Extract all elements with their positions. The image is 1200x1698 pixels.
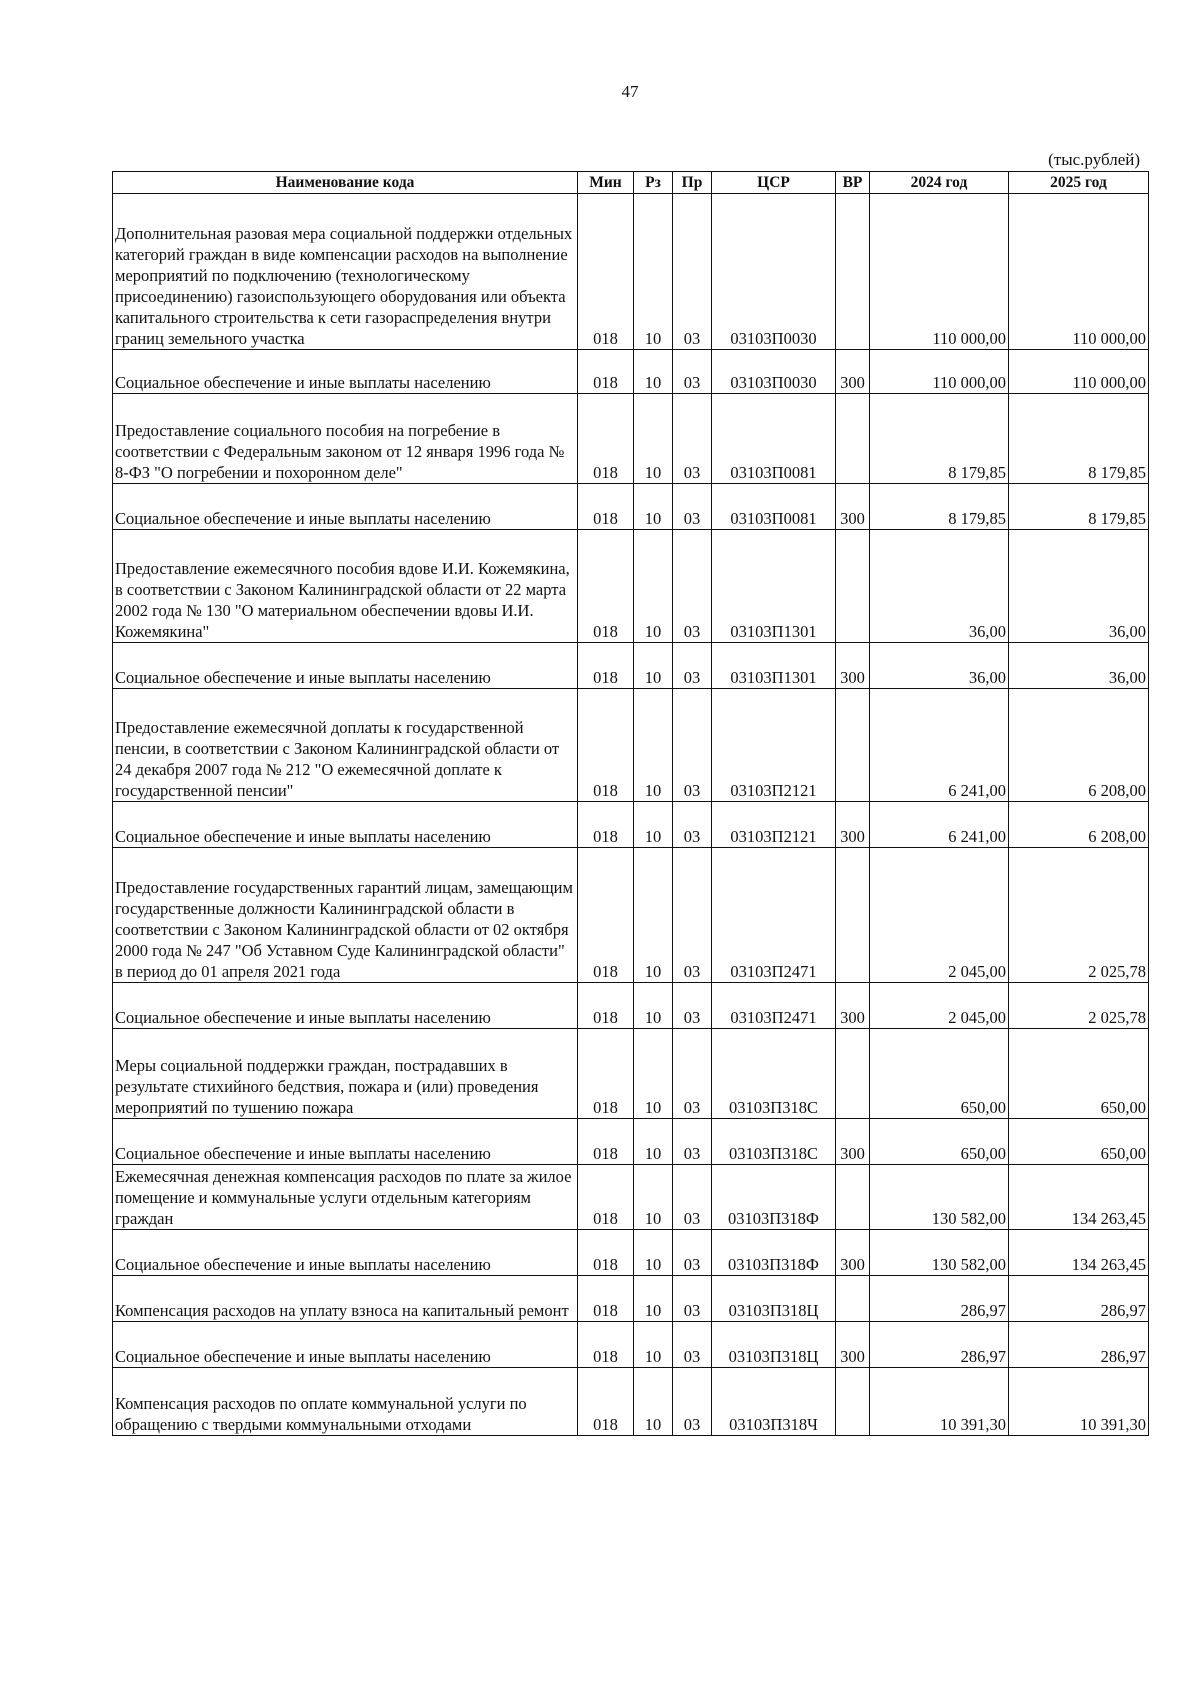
cell-rz: 10 bbox=[634, 1368, 673, 1436]
cell-min: 018 bbox=[578, 689, 634, 802]
cell-name: Предоставление ежемесячного пособия вдове И.И. Кожемякина, в соответствии с Законом Калининградской области от 22 марта 2002 года № 130 "О материальном обеспечении вдовы И.И. Кожемякина" bbox=[113, 530, 578, 643]
cell-2024: 286,97 bbox=[870, 1276, 1009, 1322]
cell-pr: 03 bbox=[673, 1165, 712, 1230]
cell-csr: 03103П318С bbox=[712, 1029, 836, 1119]
cell-pr: 03 bbox=[673, 530, 712, 643]
cell-rz: 10 bbox=[634, 194, 673, 350]
cell-pr: 03 bbox=[673, 802, 712, 848]
header-min: Мин bbox=[578, 172, 634, 194]
cell-min: 018 bbox=[578, 1276, 634, 1322]
cell-vr: 300 bbox=[836, 983, 870, 1029]
cell-2025: 10 391,30 bbox=[1009, 1368, 1149, 1436]
cell-2024: 110 000,00 bbox=[870, 350, 1009, 394]
cell-rz: 10 bbox=[634, 530, 673, 643]
table-row bbox=[113, 802, 1149, 848]
cell-2024: 2 045,00 bbox=[870, 848, 1009, 983]
cell-2025: 134 263,45 bbox=[1009, 1230, 1149, 1276]
cell-vr bbox=[836, 1165, 870, 1230]
cell-name: Предоставление социального пособия на погребение в соответствии с Федеральным законом от 12 января 1996 года № 8-ФЗ "О погребении и похоронном деле" bbox=[113, 394, 578, 484]
cell-min: 018 bbox=[578, 1368, 634, 1436]
cell-csr: 03103П318Ц bbox=[712, 1322, 836, 1368]
cell-2025: 2 025,78 bbox=[1009, 983, 1149, 1029]
cell-csr: 03103П2471 bbox=[712, 983, 836, 1029]
table-row bbox=[113, 1230, 1149, 1276]
cell-min: 018 bbox=[578, 1322, 634, 1368]
header-pr: Пр bbox=[673, 172, 712, 194]
cell-2024: 650,00 bbox=[870, 1029, 1009, 1119]
cell-rz: 10 bbox=[634, 1230, 673, 1276]
table-row bbox=[113, 350, 1149, 394]
table-row bbox=[113, 848, 1149, 983]
cell-pr: 03 bbox=[673, 1119, 712, 1165]
cell-2024: 130 582,00 bbox=[870, 1165, 1009, 1230]
cell-rz: 10 bbox=[634, 394, 673, 484]
cell-name: Социальное обеспечение и иные выплаты населению bbox=[113, 1230, 578, 1276]
cell-name: Социальное обеспечение и иные выплаты населению bbox=[113, 802, 578, 848]
cell-2024: 8 179,85 bbox=[870, 394, 1009, 484]
cell-rz: 10 bbox=[634, 1276, 673, 1322]
header-row bbox=[113, 172, 1149, 194]
cell-min: 018 bbox=[578, 802, 634, 848]
cell-csr: 03103П318Ц bbox=[712, 1276, 836, 1322]
cell-pr: 03 bbox=[673, 643, 712, 689]
cell-name: Социальное обеспечение и иные выплаты населению bbox=[113, 1119, 578, 1165]
cell-pr: 03 bbox=[673, 848, 712, 983]
cell-2024: 650,00 bbox=[870, 1119, 1009, 1165]
cell-csr: 03103П318Ч bbox=[712, 1368, 836, 1436]
cell-csr: 03103П2121 bbox=[712, 802, 836, 848]
cell-min: 018 bbox=[578, 350, 634, 394]
cell-vr: 300 bbox=[836, 1230, 870, 1276]
cell-csr: 03103П0081 bbox=[712, 484, 836, 530]
table-row bbox=[113, 530, 1149, 643]
cell-name: Социальное обеспечение и иные выплаты населению bbox=[113, 643, 578, 689]
table-row bbox=[113, 1276, 1149, 1322]
cell-rz: 10 bbox=[634, 1029, 673, 1119]
header-name: Наименование кода bbox=[113, 172, 578, 194]
cell-min: 018 bbox=[578, 1165, 634, 1230]
cell-rz: 10 bbox=[634, 1322, 673, 1368]
cell-vr bbox=[836, 689, 870, 802]
cell-2025: 110 000,00 bbox=[1009, 350, 1149, 394]
cell-2025: 110 000,00 bbox=[1009, 194, 1149, 350]
cell-csr: 03103П1301 bbox=[712, 643, 836, 689]
cell-rz: 10 bbox=[634, 848, 673, 983]
cell-name: Предоставление ежемесячной доплаты к государственной пенсии, в соответствии с Законом Калининградской области от 24 декабря 2007 года № 212 "О ежемесячной доплате к государственной пенсии" bbox=[113, 689, 578, 802]
cell-2024: 36,00 bbox=[870, 530, 1009, 643]
header-2024: 2024 год bbox=[870, 172, 1009, 194]
table-row bbox=[113, 983, 1149, 1029]
header-vr: ВР bbox=[836, 172, 870, 194]
cell-name: Социальное обеспечение и иные выплаты населению bbox=[113, 350, 578, 394]
cell-vr bbox=[836, 1368, 870, 1436]
cell-csr: 03103П2471 bbox=[712, 848, 836, 983]
cell-csr: 03103П318Ф bbox=[712, 1230, 836, 1276]
cell-2024: 36,00 bbox=[870, 643, 1009, 689]
cell-pr: 03 bbox=[673, 1230, 712, 1276]
table-row bbox=[113, 1322, 1149, 1368]
cell-min: 018 bbox=[578, 643, 634, 689]
cell-name: Меры социальной поддержки граждан, пострадавших в результате стихийного бедствия, пожара и (или) проведения мероприятий по тушению пожара bbox=[113, 1029, 578, 1119]
cell-2025: 36,00 bbox=[1009, 530, 1149, 643]
cell-2025: 134 263,45 bbox=[1009, 1165, 1149, 1230]
cell-pr: 03 bbox=[673, 194, 712, 350]
cell-pr: 03 bbox=[673, 983, 712, 1029]
table-row bbox=[113, 1029, 1149, 1119]
table-row bbox=[113, 643, 1149, 689]
cell-2025: 2 025,78 bbox=[1009, 848, 1149, 983]
cell-2025: 8 179,85 bbox=[1009, 484, 1149, 530]
cell-csr: 03103П0030 bbox=[712, 194, 836, 350]
cell-csr: 03103П0030 bbox=[712, 350, 836, 394]
header-2025: 2025 год bbox=[1009, 172, 1149, 194]
table-row bbox=[113, 1165, 1149, 1230]
cell-2024: 8 179,85 bbox=[870, 484, 1009, 530]
cell-pr: 03 bbox=[673, 350, 712, 394]
cell-min: 018 bbox=[578, 848, 634, 983]
table-body bbox=[113, 194, 1149, 1436]
cell-vr bbox=[836, 848, 870, 983]
cell-name: Социальное обеспечение и иные выплаты населению bbox=[113, 1322, 578, 1368]
cell-2024: 6 241,00 bbox=[870, 689, 1009, 802]
cell-pr: 03 bbox=[673, 1276, 712, 1322]
cell-csr: 03103П318Ф bbox=[712, 1165, 836, 1230]
cell-2024: 130 582,00 bbox=[870, 1230, 1009, 1276]
cell-name: Социальное обеспечение и иные выплаты населению bbox=[113, 983, 578, 1029]
cell-name: Ежемесячная денежная компенсация расходов по плате за жилое помещение и коммунальные услуги отдельным категориям граждан bbox=[113, 1165, 578, 1230]
table-row bbox=[113, 689, 1149, 802]
table-row bbox=[113, 1119, 1149, 1165]
cell-min: 018 bbox=[578, 530, 634, 643]
units-label: (тыс.рублей) bbox=[1048, 150, 1140, 169]
cell-2025: 6 208,00 bbox=[1009, 689, 1149, 802]
cell-2025: 650,00 bbox=[1009, 1029, 1149, 1119]
page-number: 47 bbox=[621, 82, 639, 101]
cell-2025: 8 179,85 bbox=[1009, 394, 1149, 484]
cell-vr bbox=[836, 194, 870, 350]
cell-name: Компенсация расходов на уплату взноса на капитальный ремонт bbox=[113, 1276, 578, 1322]
cell-name: Предоставление государственных гарантий лицам, замещающим государственные должности Калининградской области в соответствии с Законом Калининградской области от 02 октября 2000 года № 247 "Об Уставном Суде Калининградской области" в период до 01 апреля 2021 года bbox=[113, 848, 578, 983]
header-rz: Рз bbox=[634, 172, 673, 194]
cell-rz: 10 bbox=[634, 983, 673, 1029]
cell-csr: 03103П0081 bbox=[712, 394, 836, 484]
cell-vr bbox=[836, 1029, 870, 1119]
cell-rz: 10 bbox=[634, 643, 673, 689]
cell-pr: 03 bbox=[673, 1322, 712, 1368]
cell-vr: 300 bbox=[836, 350, 870, 394]
table-row bbox=[113, 194, 1149, 350]
cell-pr: 03 bbox=[673, 1029, 712, 1119]
header-csr: ЦСР bbox=[712, 172, 836, 194]
cell-rz: 10 bbox=[634, 350, 673, 394]
cell-min: 018 bbox=[578, 1119, 634, 1165]
cell-vr bbox=[836, 1276, 870, 1322]
cell-rz: 10 bbox=[634, 689, 673, 802]
cell-2024: 2 045,00 bbox=[870, 983, 1009, 1029]
cell-vr: 300 bbox=[836, 1119, 870, 1165]
cell-2024: 286,97 bbox=[870, 1322, 1009, 1368]
cell-rz: 10 bbox=[634, 1119, 673, 1165]
cell-vr bbox=[836, 394, 870, 484]
cell-vr: 300 bbox=[836, 484, 870, 530]
cell-name: Социальное обеспечение и иные выплаты населению bbox=[113, 484, 578, 530]
cell-csr: 03103П318С bbox=[712, 1119, 836, 1165]
cell-vr bbox=[836, 530, 870, 643]
cell-vr: 300 bbox=[836, 1322, 870, 1368]
cell-2025: 36,00 bbox=[1009, 643, 1149, 689]
cell-rz: 10 bbox=[634, 484, 673, 530]
cell-pr: 03 bbox=[673, 394, 712, 484]
cell-2025: 6 208,00 bbox=[1009, 802, 1149, 848]
cell-min: 018 bbox=[578, 394, 634, 484]
cell-rz: 10 bbox=[634, 802, 673, 848]
cell-min: 018 bbox=[578, 983, 634, 1029]
cell-min: 018 bbox=[578, 1230, 634, 1276]
cell-name: Дополнительная разовая мера социальной поддержки отдельных категорий граждан в виде компенсации расходов на выполнение мероприятий по подключению (технологическому присоединению) газоиспользующего оборудования или объекта капитального строительства к сети газораспределения внутри границ земельного участка bbox=[113, 194, 578, 350]
cell-2024: 10 391,30 bbox=[870, 1368, 1009, 1436]
cell-2024: 110 000,00 bbox=[870, 194, 1009, 350]
cell-rz: 10 bbox=[634, 1165, 673, 1230]
cell-csr: 03103П2121 bbox=[712, 689, 836, 802]
cell-2025: 286,97 bbox=[1009, 1322, 1149, 1368]
table-row bbox=[113, 1368, 1149, 1436]
cell-pr: 03 bbox=[673, 1368, 712, 1436]
cell-2024: 6 241,00 bbox=[870, 802, 1009, 848]
cell-min: 018 bbox=[578, 484, 634, 530]
cell-csr: 03103П1301 bbox=[712, 530, 836, 643]
cell-name: Компенсация расходов по оплате коммунальной услуги по обращению с твердыми коммунальными отходами bbox=[113, 1368, 578, 1436]
cell-vr: 300 bbox=[836, 643, 870, 689]
cell-pr: 03 bbox=[673, 484, 712, 530]
cell-pr: 03 bbox=[673, 689, 712, 802]
budget-table bbox=[112, 171, 1149, 1436]
cell-2025: 286,97 bbox=[1009, 1276, 1149, 1322]
cell-min: 018 bbox=[578, 194, 634, 350]
cell-min: 018 bbox=[578, 1029, 634, 1119]
table-row bbox=[113, 394, 1149, 484]
cell-2025: 650,00 bbox=[1009, 1119, 1149, 1165]
cell-vr: 300 bbox=[836, 802, 870, 848]
table-row bbox=[113, 484, 1149, 530]
